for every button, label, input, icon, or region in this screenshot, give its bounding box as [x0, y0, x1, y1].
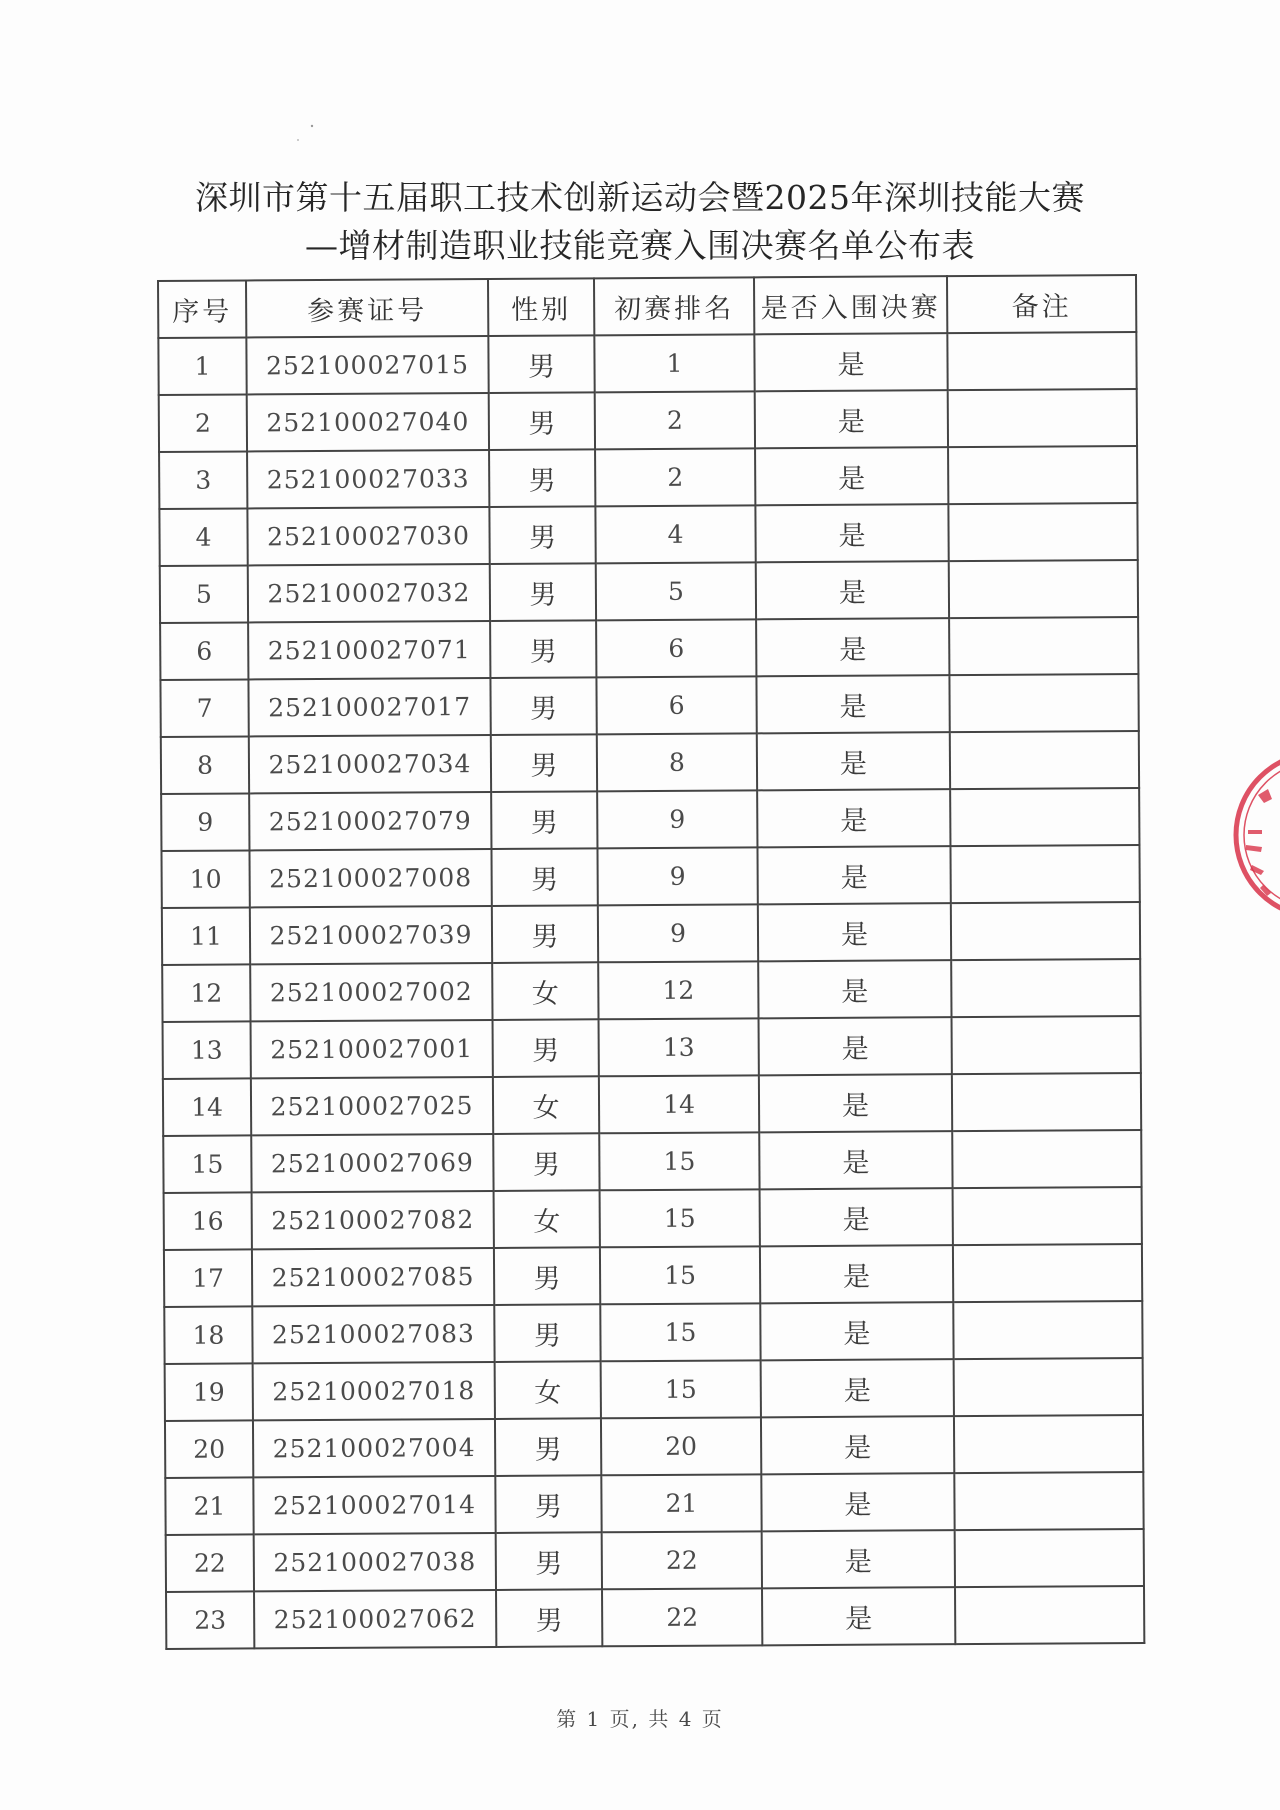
serial-cell: 6: [160, 622, 248, 680]
document-title-line2: —增材制造职业技能竞赛入围决赛名单公布表: [305, 226, 975, 265]
finalist-cell: 是: [754, 333, 947, 391]
finalist-cell: 是: [760, 1188, 953, 1246]
gender-cell: 男: [495, 1418, 601, 1476]
finalist-cell: 是: [758, 903, 951, 961]
serial-cell: 1: [158, 337, 246, 395]
gender-cell: 女: [495, 1361, 601, 1419]
finalist-cell: 是: [757, 789, 950, 847]
remarks-cell: [952, 1073, 1141, 1131]
remarks-cell: [949, 674, 1138, 732]
prelim-rank-cell: 5: [596, 562, 756, 620]
prelim-rank-cell: 1: [594, 334, 754, 392]
entry-id-cell: 252100027030: [247, 507, 489, 565]
entry-id-cell: 252100027083: [252, 1305, 494, 1363]
finalist-cell: 是: [755, 504, 948, 562]
entry-id-cell: 252100027085: [252, 1248, 494, 1306]
header-prelim-rank: 初赛排名: [594, 277, 754, 335]
page-footer: 第 1 页, 共 4 页: [556, 1707, 724, 1731]
gender-cell: 男: [496, 1532, 602, 1590]
remarks-cell: [955, 1586, 1144, 1644]
header-serial: 序号: [158, 280, 246, 338]
serial-cell: 14: [163, 1078, 251, 1136]
finalist-cell: 是: [758, 960, 951, 1018]
serial-cell: 22: [166, 1534, 254, 1592]
serial-cell: 21: [165, 1477, 253, 1535]
serial-cell: 12: [162, 964, 250, 1022]
prelim-rank-cell: 22: [602, 1588, 762, 1646]
table-row: [159, 503, 1137, 566]
remarks-cell: [950, 731, 1139, 789]
entry-id-cell: 252100027014: [253, 1476, 495, 1534]
remarks-cell: [953, 1187, 1142, 1245]
remarks-cell: [951, 902, 1140, 960]
entry-id-cell: 252100027039: [250, 906, 492, 964]
gender-cell: 男: [496, 1589, 602, 1647]
remarks-cell: [948, 389, 1137, 447]
prelim-rank-cell: 15: [599, 1132, 759, 1190]
serial-cell: 5: [160, 565, 248, 623]
entry-id-cell: 252100027025: [251, 1077, 493, 1135]
serial-cell: 8: [161, 736, 249, 794]
prelim-rank-cell: 15: [600, 1246, 760, 1304]
gender-cell: 男: [490, 677, 596, 735]
finalist-cell: 是: [759, 1017, 952, 1075]
gender-cell: 男: [489, 449, 595, 507]
header-gender: 性别: [488, 278, 594, 336]
entry-id-cell: 252100027082: [252, 1191, 494, 1249]
finalist-cell: 是: [761, 1473, 954, 1531]
remarks-cell: [949, 560, 1138, 618]
remarks-cell: [953, 1301, 1142, 1359]
gender-cell: 男: [489, 392, 595, 450]
finalist-cell: 是: [762, 1587, 955, 1645]
serial-cell: 9: [161, 793, 249, 851]
table-row: [164, 1244, 1142, 1307]
finalist-cell: 是: [761, 1359, 954, 1417]
remarks-cell: [951, 959, 1140, 1017]
remarks-cell: [953, 1244, 1142, 1302]
gender-cell: 男: [490, 563, 596, 621]
finalist-table: [157, 274, 1145, 1650]
prelim-rank-cell: 20: [601, 1417, 761, 1475]
serial-cell: 11: [162, 907, 250, 965]
remarks-cell: [954, 1358, 1143, 1416]
remarks-cell: [950, 845, 1139, 903]
prelim-rank-cell: 15: [600, 1303, 760, 1361]
entry-id-cell: 252100027015: [246, 336, 488, 394]
entry-id-cell: 252100027008: [249, 849, 491, 907]
remarks-cell: [955, 1529, 1144, 1587]
gender-cell: 男: [494, 1247, 600, 1305]
serial-cell: 4: [159, 508, 247, 566]
table-row: [165, 1472, 1143, 1535]
serial-cell: 7: [160, 679, 248, 737]
gender-cell: 女: [492, 962, 598, 1020]
table-row: [162, 959, 1140, 1022]
finalist-cell: 是: [757, 846, 950, 904]
table-row: [166, 1586, 1144, 1649]
table-row: [161, 731, 1139, 794]
table-row: [161, 788, 1139, 851]
entry-id-cell: 252100027034: [249, 735, 491, 793]
finalist-cell: 是: [755, 447, 948, 505]
serial-cell: 17: [164, 1249, 252, 1307]
serial-cell: 20: [165, 1420, 253, 1478]
gender-cell: 女: [493, 1076, 599, 1134]
gender-cell: 男: [490, 620, 596, 678]
gender-cell: 男: [494, 1304, 600, 1362]
table-row: [158, 332, 1136, 395]
header-finalist: 是否入围决赛: [754, 276, 947, 334]
serial-cell: 15: [163, 1135, 251, 1193]
finalist-cell: 是: [756, 675, 949, 733]
entry-id-cell: 252100027017: [248, 678, 490, 736]
prelim-rank-cell: 6: [596, 619, 756, 677]
prelim-rank-cell: 15: [601, 1360, 761, 1418]
prelim-rank-cell: 13: [599, 1018, 759, 1076]
finalist-cell: 是: [761, 1416, 954, 1474]
entry-id-cell: 252100027071: [248, 621, 490, 679]
gender-cell: 男: [491, 791, 597, 849]
table-row: [165, 1358, 1143, 1421]
gender-cell: 男: [492, 905, 598, 963]
table-row: [162, 902, 1140, 965]
entry-id-cell: 252100027062: [254, 1590, 496, 1648]
remarks-cell: [952, 1016, 1141, 1074]
gender-cell: 女: [494, 1190, 600, 1248]
gender-cell: 男: [495, 1475, 601, 1533]
table-row: [163, 1016, 1141, 1079]
gender-cell: 男: [493, 1133, 599, 1191]
serial-cell: 13: [163, 1021, 251, 1079]
remarks-cell: [948, 503, 1137, 561]
header-remarks: 备注: [947, 275, 1136, 333]
finalist-cell: 是: [757, 732, 950, 790]
prelim-rank-cell: 4: [595, 505, 755, 563]
serial-cell: 16: [164, 1192, 252, 1250]
remarks-cell: [954, 1472, 1143, 1530]
entry-id-cell: 252100027079: [249, 792, 491, 850]
finalist-cell: 是: [756, 561, 949, 619]
table-row: [165, 1415, 1143, 1478]
serial-cell: 10: [161, 850, 249, 908]
remarks-cell: [949, 617, 1138, 675]
table-row: [160, 560, 1138, 623]
remarks-cell: [947, 332, 1136, 390]
finalist-cell: 是: [759, 1074, 952, 1132]
serial-cell: 2: [159, 394, 247, 452]
entry-id-cell: 252100027038: [254, 1533, 496, 1591]
prelim-rank-cell: 22: [602, 1531, 762, 1589]
table-row: [159, 389, 1137, 452]
prelim-rank-cell: 2: [595, 448, 755, 506]
gender-cell: 男: [488, 335, 594, 393]
prelim-rank-cell: 6: [596, 676, 756, 734]
entry-id-cell: 252100027004: [253, 1419, 495, 1477]
table-row: [160, 617, 1138, 680]
prelim-rank-cell: 8: [597, 733, 757, 791]
entry-id-cell: 252100027018: [253, 1362, 495, 1420]
table-row: [163, 1073, 1141, 1136]
entry-id-cell: 252100027040: [247, 393, 489, 451]
table-row: [164, 1301, 1142, 1364]
table-header-row: [158, 275, 1136, 338]
finalist-cell: 是: [759, 1131, 952, 1189]
prelim-rank-cell: 15: [600, 1189, 760, 1247]
entry-id-cell: 252100027032: [248, 564, 490, 622]
remarks-cell: [952, 1130, 1141, 1188]
finalist-cell: 是: [755, 390, 948, 448]
serial-cell: 23: [166, 1591, 254, 1649]
table-row: [163, 1130, 1141, 1193]
finalist-cell: 是: [762, 1530, 955, 1588]
remarks-cell: [948, 446, 1137, 504]
table-row: [164, 1187, 1142, 1250]
prelim-rank-cell: 21: [601, 1474, 761, 1532]
entry-id-cell: 252100027002: [250, 963, 492, 1021]
entry-id-cell: 252100027033: [247, 450, 489, 508]
scan-specks: [290, 118, 320, 148]
serial-cell: 19: [165, 1363, 253, 1421]
serial-cell: 18: [164, 1306, 252, 1364]
prelim-rank-cell: 2: [595, 391, 755, 449]
gender-cell: 男: [493, 1019, 599, 1077]
finalist-cell: 是: [760, 1245, 953, 1303]
prelim-rank-cell: 9: [598, 904, 758, 962]
prelim-rank-cell: 12: [598, 961, 758, 1019]
entry-id-cell: 252100027001: [251, 1020, 493, 1078]
table-row: [161, 845, 1139, 908]
table-row: [160, 674, 1138, 737]
header-entry-id: 参赛证号: [246, 279, 488, 337]
gender-cell: 男: [491, 848, 597, 906]
document-title-line1: 深圳市第十五届职工技术创新运动会暨2025年深圳技能大赛: [195, 178, 1085, 217]
gender-cell: 男: [491, 734, 597, 792]
prelim-rank-cell: 9: [597, 847, 757, 905]
table-row: [166, 1529, 1144, 1592]
finalist-cell: 是: [760, 1302, 953, 1360]
prelim-rank-cell: 14: [599, 1075, 759, 1133]
entry-id-cell: 252100027069: [251, 1134, 493, 1192]
finalist-cell: 是: [756, 618, 949, 676]
remarks-cell: [954, 1415, 1143, 1473]
gender-cell: 男: [489, 506, 595, 564]
serial-cell: 3: [159, 451, 247, 509]
remarks-cell: [950, 788, 1139, 846]
prelim-rank-cell: 9: [597, 790, 757, 848]
official-seal-stamp: [1218, 735, 1280, 935]
table-body: [158, 332, 1144, 1649]
table-row: [159, 446, 1137, 509]
